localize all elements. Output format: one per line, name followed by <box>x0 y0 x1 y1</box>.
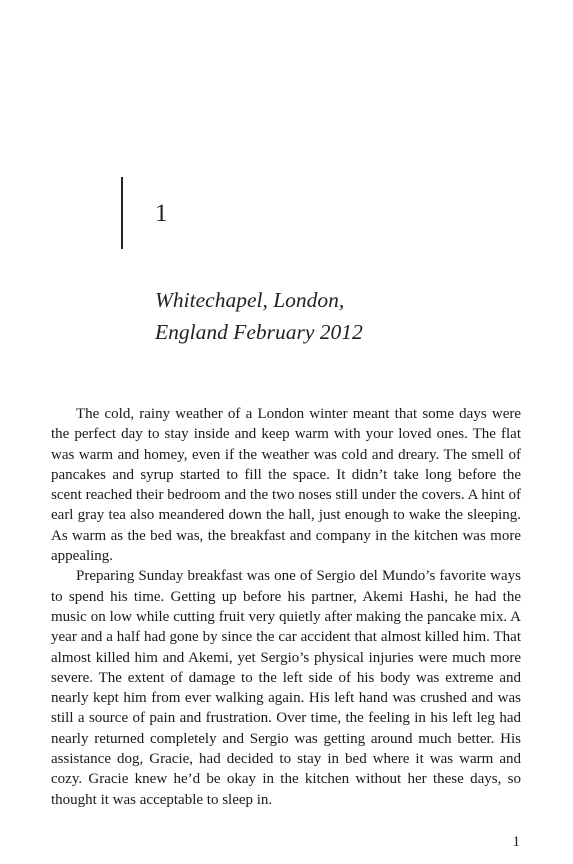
body-text <box>51 404 521 810</box>
paragraph: The cold, rainy weather of a London winter meant that some days were the perfect day to stay inside and keep warm with your loved ones. The flat was warm and homey, even if the weather was cold and dreary. The smell of pancakes and syrup started to fill the space. It didn’t take long before the scent reached their bedroom and the two noses still under the covers. A hint of earl gray tea also meandered down the hall, just enough to wake the sleeping. As warm as the bed was, the breakfast and company in the kitchen was more appealing. <box>51 406 521 565</box>
page-number: 1 <box>512 834 520 850</box>
chapter-heading-line-2: England February 2012 <box>155 320 363 344</box>
paragraph: Preparing Sunday breakfast was one of Sergio del Mundo’s favorite ways to spend his time. Getting up before his partner, Akemi Hashi, he had the music on low while cutting fruit very quietly after making the pancake mix. A year and a half had gone by since the car accident that almost killed him. That almost killed him and Akemi, yet Sergio’s physical injuries were much more severe. The extent of damage to the left side of his body was extreme and nearly kept him from ever walking again. His left hand was crushed and was still a source of pain and frustration. Over time, the feeling in his left leg had nearly returned completely and Sergio was getting around much better. His assistance dog, Gracie, had decided to stay in bed where it was warm and cozy. Gracie knew he’d be okay in the kitchen without her these days, so thought it was acceptable to sleep in. <box>51 568 521 808</box>
chapter-heading-line-1: Whitechapel, London, <box>155 288 345 312</box>
chapter-divider-rule <box>121 177 123 249</box>
chapter-heading <box>155 284 485 348</box>
chapter-number: 1 <box>155 200 168 227</box>
